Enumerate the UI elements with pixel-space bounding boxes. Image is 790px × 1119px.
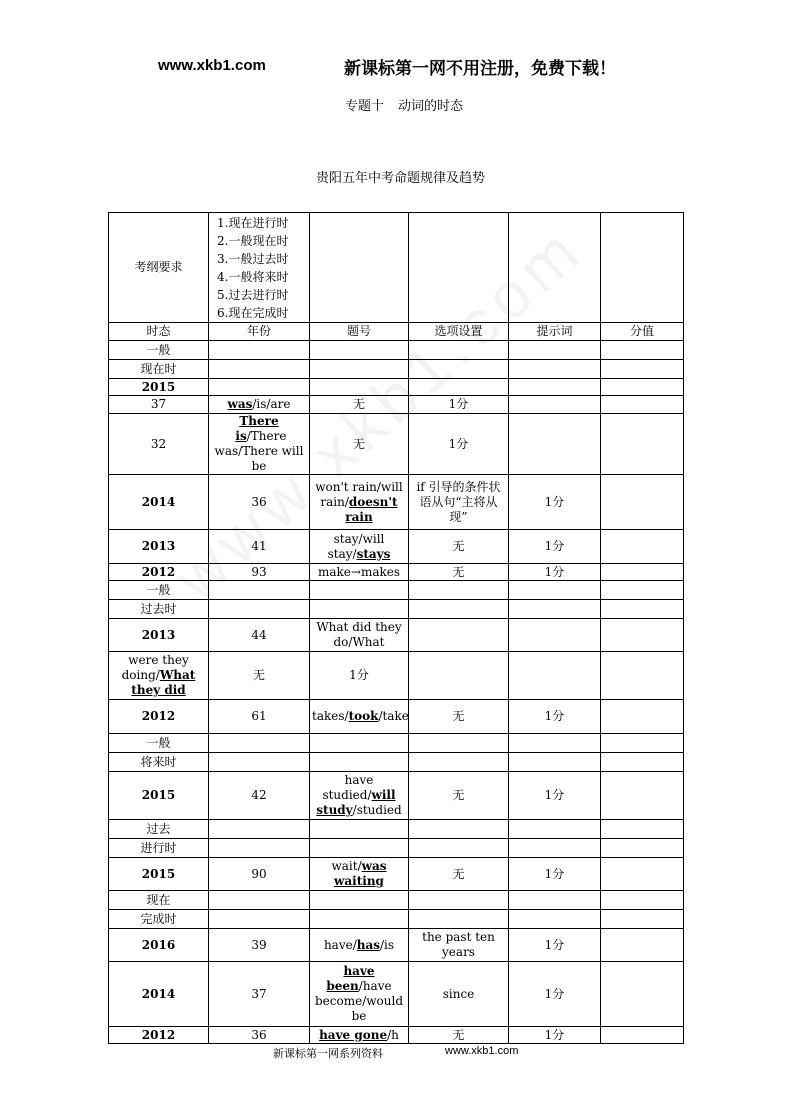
cell-question-no: 37 xyxy=(109,396,209,414)
header-site-link[interactable]: www.xkb1.com xyxy=(158,57,266,74)
topic-heading xyxy=(345,95,477,114)
table-row xyxy=(109,475,684,530)
col-header-score: 分值 xyxy=(601,323,684,341)
col-header-hint: 提示词 xyxy=(509,323,601,341)
cell-hint: 无 xyxy=(409,858,509,891)
cell-tense: 一般 xyxy=(109,734,209,753)
column-header-row xyxy=(109,323,684,341)
cell-question-no: 93 xyxy=(209,564,310,581)
cell-question-no: 36 xyxy=(209,475,310,530)
cell-options: have studied/will study/studied xyxy=(310,772,409,820)
table-row xyxy=(109,619,684,652)
footer-link[interactable]: www.xkb1.com xyxy=(445,1045,519,1057)
cell-tense: 现在 xyxy=(109,891,209,910)
header-slogan: 新课标第一网不用注册，免费下载！ xyxy=(344,59,616,79)
col-header-tense: 时态 xyxy=(109,323,209,341)
cell-hint: 无 xyxy=(310,396,409,414)
cell-year: 2014 xyxy=(109,475,209,530)
table-row xyxy=(109,1027,684,1044)
table-row xyxy=(109,839,684,858)
cell-score: 1分 xyxy=(509,475,601,530)
topic-number: 专题十 xyxy=(345,99,385,114)
cell-year: 2012 xyxy=(109,1027,209,1044)
table-row xyxy=(109,820,684,839)
cell-score: 1分 xyxy=(509,530,601,564)
cell-options: There is/There was/There will be xyxy=(209,414,310,475)
table-row xyxy=(109,379,684,396)
cell-question-no: 42 xyxy=(209,772,310,820)
cell-options: was/is/are xyxy=(209,396,310,414)
table-row xyxy=(109,564,684,581)
cell-question-no: 36 xyxy=(209,1027,310,1044)
table-row xyxy=(109,360,684,379)
cell-score: 1分 xyxy=(409,396,509,414)
cell-question-no: 41 xyxy=(209,530,310,564)
requirement-item: 1.现在进行时 xyxy=(217,215,289,230)
requirement-item: 2.一般现在时 xyxy=(217,233,289,248)
requirement-item: 5.过去进行时 xyxy=(217,287,289,302)
cell-score: 1分 xyxy=(509,929,601,962)
cell-question-no: 44 xyxy=(209,619,310,652)
cell-score: 1分 xyxy=(509,858,601,891)
cell-score: 1分 xyxy=(509,772,601,820)
cell-score: 1分 xyxy=(509,962,601,1027)
table-row xyxy=(109,414,684,475)
cell-score: 1分 xyxy=(509,700,601,734)
cell-year: 2015 xyxy=(109,379,209,396)
cell-tense: 一般 xyxy=(109,581,209,600)
footer-text: 新课标第一网系列资料 xyxy=(273,1047,383,1060)
cell-hint: 无 xyxy=(209,652,310,700)
requirements-row xyxy=(109,213,684,323)
table-row xyxy=(109,962,684,1027)
cell-question-no: 37 xyxy=(209,962,310,1027)
cell-options: What did they do/What xyxy=(310,619,409,652)
cell-tense: 将来时 xyxy=(109,753,209,772)
table-row xyxy=(109,700,684,734)
cell-options: have/has/is xyxy=(310,929,409,962)
col-header-year: 年份 xyxy=(209,323,310,341)
cell-hint: 无 xyxy=(310,414,409,475)
table-row xyxy=(109,891,684,910)
table-row xyxy=(109,910,684,929)
cell-year: 2012 xyxy=(109,700,209,734)
cell-question-no: 61 xyxy=(209,700,310,734)
table-row xyxy=(109,772,684,820)
requirement-item: 4.一般将来时 xyxy=(217,269,289,284)
cell-options: stay/will stay/stays xyxy=(310,530,409,564)
table-row xyxy=(109,530,684,564)
cell-options: make→makes xyxy=(310,564,409,581)
requirements-list xyxy=(209,213,310,323)
cell-year: 2015 xyxy=(109,858,209,891)
cell-hint: 无 xyxy=(409,530,509,564)
requirement-item: 6.现在完成时 xyxy=(217,305,289,320)
table-row xyxy=(109,734,684,753)
cell-options: have been/have become/would be xyxy=(310,962,409,1027)
table-row xyxy=(109,652,684,700)
cell-tense: 过去时 xyxy=(109,600,209,619)
topic-title: 动词的时态 xyxy=(398,99,464,114)
cell-hint: 无 xyxy=(409,772,509,820)
cell-score: 1分 xyxy=(409,414,509,475)
cell-tense: 一般 xyxy=(109,341,209,360)
col-header-question: 题号 xyxy=(310,323,409,341)
cell-hint: 无 xyxy=(409,700,509,734)
table-row xyxy=(109,929,684,962)
exam-tense-table xyxy=(108,212,684,1044)
cell-options: won't rain/will rain/doesn't rain xyxy=(310,475,409,530)
cell-year: 2013 xyxy=(109,530,209,564)
table-title: 贵阳五年中考命题规律及趋势 xyxy=(316,171,486,186)
cell-hint: 无 xyxy=(409,1027,509,1044)
cell-question-no: 32 xyxy=(109,414,209,475)
cell-year: 2015 xyxy=(109,772,209,820)
table-row xyxy=(109,341,684,360)
cell-hint: 无 xyxy=(409,564,509,581)
cell-score: 1分 xyxy=(509,564,601,581)
cell-options: have gone/h xyxy=(310,1027,409,1044)
cell-question-no: 39 xyxy=(209,929,310,962)
table-row xyxy=(109,581,684,600)
cell-tense: 过去 xyxy=(109,820,209,839)
cell-tense: 完成时 xyxy=(109,910,209,929)
table-row xyxy=(109,396,684,414)
cell-hint: the past ten years xyxy=(409,929,509,962)
cell-hint: since xyxy=(409,962,509,1027)
cell-hint: if 引导的条件状语从句“主将从现” xyxy=(409,475,509,530)
table-row xyxy=(109,858,684,891)
table-row xyxy=(109,753,684,772)
cell-year: 2014 xyxy=(109,962,209,1027)
cell-year: 2012 xyxy=(109,564,209,581)
cell-score: 1分 xyxy=(310,652,409,700)
cell-year: 2016 xyxy=(109,929,209,962)
table-row xyxy=(109,600,684,619)
cell-year: 2013 xyxy=(109,619,209,652)
cell-options: takes/took/take xyxy=(310,700,409,734)
cell-tense: 进行时 xyxy=(109,839,209,858)
requirement-item: 3.一般过去时 xyxy=(217,251,289,266)
requirements-label: 考纲要求 xyxy=(109,213,209,323)
cell-question-no: 90 xyxy=(209,858,310,891)
cell-tense: 现在时 xyxy=(109,360,209,379)
cell-options: were they doing/What they did xyxy=(109,652,209,700)
cell-options: wait/was waiting xyxy=(310,858,409,891)
col-header-options: 选项设置 xyxy=(409,323,509,341)
cell-score: 1分 xyxy=(509,1027,601,1044)
